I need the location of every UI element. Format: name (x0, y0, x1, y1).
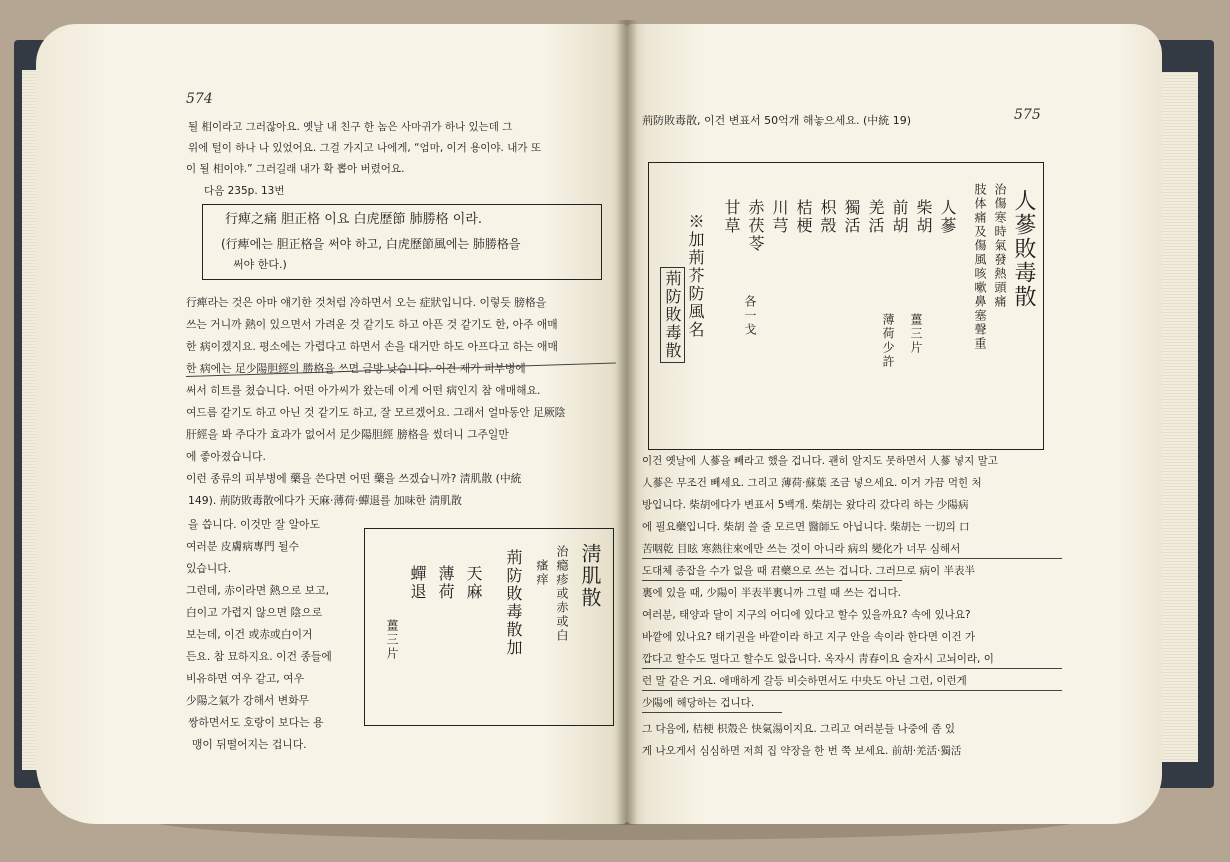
text-line: 방입니다. 柴胡에다가 변표서 5백개. 柴胡는 왔다리 갔다리 하는 少陽病 (642, 499, 969, 511)
text-line: 게 나오게서 심심하면 저희 집 약장을 한 번 쭉 보세요. 前胡·羌活·獨活 (642, 745, 962, 757)
prescription-indication: 治瘾疹或赤或白 (555, 545, 569, 643)
prescription-box-qinggisan (364, 528, 614, 726)
text-line: 人蔘은 무조건 빼세요. 그리고 薄荷·蘇葉 조금 넣으세요. 이거 가끔 먹힌 처 (642, 477, 982, 489)
text-line: 여러분, 태양과 달이 지구의 어디에 있다고 할수 있을까요? 속에 있나요? (642, 609, 971, 621)
text-line: 이런 종류의 피부병에 藥을 쓴다면 어떤 藥을 쓰겠습니까? 淸肌散 (中統 (186, 472, 522, 485)
prescription-ginger: 薑三片 (385, 619, 399, 661)
text-line: 行痺라는 것은 아마 얘기한 것처럼 冷하면서 오는 症狀입니다. 이렇듯 膀格을 (186, 296, 547, 309)
text-line: 에 좋아졌습니다. (186, 450, 266, 463)
text-line: 있습니다. (186, 562, 232, 575)
text-line: 든요. 참 묘하지요. 이건 종들에 (186, 650, 332, 663)
text-line: 그 다음에, 桔梗 枳殼은 快氣湯이지요. 그리고 여러분들 나중에 좀 있 (642, 723, 956, 735)
prescription-note: ※加荊芥防風名 (686, 213, 705, 339)
text-line: 苦咽乾 目眩 寒熱往來에만 쓰는 것이 아니라 病의 變化가 너무 심해서 (642, 543, 961, 555)
note-box (202, 204, 602, 280)
text-line: 을 씁니다. 이것만 잘 알아도 (188, 518, 320, 531)
prescription-indication: 瘙痒 (535, 559, 549, 587)
text-line: 다음 235p. 13번 (204, 185, 285, 197)
right-page (626, 24, 1162, 824)
text-line: 白이고 가렵지 않으면 陰으로 (186, 606, 323, 619)
herb-chantui: 蟬退 (408, 565, 427, 601)
text-line: 비유하면 여우 같고, 여우 (186, 672, 305, 685)
text-line: 깝다고 할수도 멀다고 할수도 없읍니다. 옥자시 靑春이요 술자시 고뇌이라, 이 (642, 653, 994, 665)
text-line: 여드름 같기도 하고 아닌 것 같기도 하고, 잘 모르겠어요. 그래서 얼마동안 足厥陰 (186, 406, 566, 419)
herb: 獨活 (842, 199, 861, 235)
prescription-note-bracketed: 荊防敗毒散 (660, 267, 685, 363)
text-line: 될 相이라고 그러잖아요. 옛날 내 친구 한 놈은 사마귀가 하나 있는데 그 (188, 121, 513, 133)
herb: 枳殼 (818, 199, 837, 235)
prescription-box-rensam (648, 162, 1044, 450)
text-line: 이건 옛날에 人蔘을 빼라고 했을 겁니다. 괜히 알지도 못하면서 人蔘 넣지 말고 (642, 455, 998, 467)
text-line: 그런데, 赤이라면 熱으로 보고, (186, 584, 330, 597)
text-line: 149). 荊防敗毒散에다가 天麻·薄荷·蟬退를 加味한 淸肌散 (188, 494, 462, 507)
page-number: 574 (186, 91, 213, 107)
text-line: 少陽에 해당하는 겁니다. (642, 697, 755, 709)
note-line: (行痺에는 胆正格을 써야 하고, 白虎歷節風에는 肺勝格을 (221, 237, 521, 251)
prescription-formula: 荊防敗毒散加 (504, 549, 523, 657)
prescription-indication: 治傷寒時氣發熱頭痛 (993, 183, 1007, 309)
text-line: 한 病이겠지요. 평소에는 가렵다고 하면서 손을 대거만 하도 아프다고 하는 애매 (186, 340, 558, 353)
herb-tianma: 天麻 (464, 565, 483, 601)
text-line: 맹이 뒤떨어지는 겁니다. (192, 738, 307, 751)
herb: 人蔘 (938, 199, 957, 235)
text-line: 쓰는 거니까 熱이 있으면서 가려운 것 같기도 하고 아픈 것 같기도 한, 아주 애매 (186, 318, 558, 331)
text-line: 쌍하면서도 호랑이 보다는 용 (188, 716, 324, 729)
book-gutter (616, 20, 638, 825)
herb: 羌活 (866, 199, 885, 235)
text-line: 도대체 종잡을 수가 없을 때 君藥으로 쓰는 겁니다. 그러므로 病이 半表半 (642, 565, 976, 577)
prescription-dose: 各一戈 (743, 295, 757, 337)
prescription-title: 人蔘敗毒散 (1011, 189, 1036, 309)
text-line: 少陽之氣가 강해서 변화무 (186, 694, 310, 707)
text-line: 보는데, 이건 或赤或白이거 (186, 628, 313, 641)
text-line: 위에 털이 하나 나 있었어요. 그걸 가지고 나에게, “엄마, 이거 용이야. 내가 또 (188, 142, 541, 154)
left-page (36, 24, 628, 824)
header-line: 荊防敗毒散, 이건 변표서 50억개 해놓으세요. (中統 19) (642, 114, 912, 127)
underline (642, 558, 1062, 559)
text-line: 바깥에 있나요? 태기권을 바깥이라 하고 지구 안을 속이라 한다면 이건 가 (642, 631, 976, 643)
herb: 柴胡 (914, 199, 933, 235)
note-line: 써야 한다.) (233, 258, 287, 271)
herb: 甘草 (722, 199, 741, 235)
prescription-ginger: 薑三片 (909, 313, 923, 355)
herb: 前胡 (890, 199, 909, 235)
underline (642, 712, 782, 713)
prescription-mint: 薄荷少許 (881, 313, 895, 369)
page-number: 575 (1014, 107, 1041, 123)
text-line: 에 필요藥입니다. 柴胡 쓸 줄 모르면 醫師도 아닙니다. 柴胡는 一切의 口 (642, 521, 970, 533)
note-line: 行痺之痛 胆正格 이요 白虎歷節 肺勝格 이라. (225, 212, 483, 227)
text-line: 여러분 皮膚病專門 될수 (186, 540, 299, 553)
underline (642, 690, 1062, 691)
herb-bohe: 薄荷 (436, 565, 455, 601)
prescription-indication: 肢体痛及傷風咳嗽鼻塞聲重 (973, 183, 987, 351)
herb: 赤茯苓 (746, 199, 765, 253)
text-line: 裏에 있을 때, 少陽이 半表半裏니까 그럴 때 쓰는 겁니다. (642, 587, 902, 599)
text-line: 한 病에는 足少陽胆經의 勝格을 쓰면 금방 낫습니다. 이건 제가 피부병에 (186, 362, 526, 375)
prescription-title: 淸肌散 (578, 543, 602, 609)
text-line: 런 말 같은 거요. 애매하게 갈등 비슷하면서도 中央도 아닌 그런, 이런게 (642, 675, 967, 687)
text-line: 이 될 相이야.” 그러길래 내가 확 뽑아 버렸어요. (186, 163, 405, 175)
text-line: 肝經을 봐 주다가 효과가 없어서 足少陽胆經 膀格을 썼더니 그주일만 (186, 428, 509, 441)
underline (642, 668, 1062, 669)
herb: 桔梗 (794, 199, 813, 235)
text-line: 써서 히트를 쳤습니다. 어떤 아가씨가 왔는데 이게 어떤 病인지 참 애매해요. (186, 384, 541, 397)
underline (642, 580, 902, 581)
herb: 川芎 (770, 199, 789, 235)
